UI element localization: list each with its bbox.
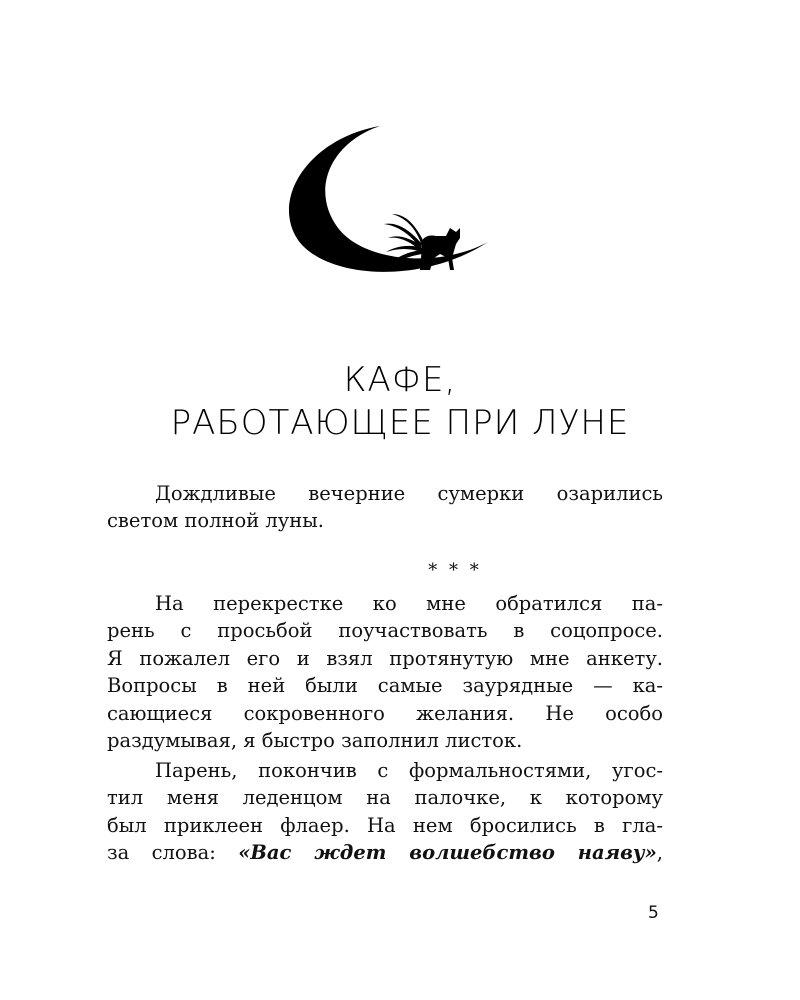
chapter-title-line-2: РАБОТАЮЩЕЕ ПРИ ЛУНЕ <box>170 403 630 443</box>
text-line: Парень, покончив с формальностями, угос- <box>155 759 663 782</box>
paragraph-2 <box>107 757 663 867</box>
text-line: рень с просьбой поучаствовать в соцопросе. <box>107 619 663 643</box>
text-line: тил меня леденцом на палочке, к которому <box>107 786 663 810</box>
text-line: Дождливые вечерние сумерки озарились <box>155 482 663 505</box>
paragraph-1 <box>107 590 663 754</box>
text-line: Я пожалел его и взял протянутую мне анкету. <box>107 646 663 670</box>
text-line: раздумывая, я быстро заполнил листок. <box>107 728 523 752</box>
text-fragment: , <box>656 841 663 865</box>
page-number: 5 <box>648 903 659 923</box>
text-line: На перекрестке ко мне обратился па- <box>155 592 663 615</box>
fox-icon <box>384 214 460 270</box>
text-line: сающиеся сокровенного желания. Не особо <box>107 701 663 725</box>
crescent-moon-icon <box>270 118 500 288</box>
text-fragment: за слова: <box>107 841 239 865</box>
section-separator: * * * <box>428 560 482 581</box>
text-line: Вопросы в ней были самые заурядные — ка- <box>107 674 663 698</box>
intro-paragraph <box>107 480 663 535</box>
emphasized-quote: «Вас ждет волшебство наяву» <box>238 841 657 865</box>
moon-fox-illustration <box>270 118 500 288</box>
text-line <box>107 839 663 866</box>
text-line: светом полной луны. <box>107 509 324 533</box>
text-line: был приклеен флаер. На нем бросились в гла- <box>107 813 663 837</box>
chapter-title-line-1: КАФЕ, <box>343 360 457 400</box>
